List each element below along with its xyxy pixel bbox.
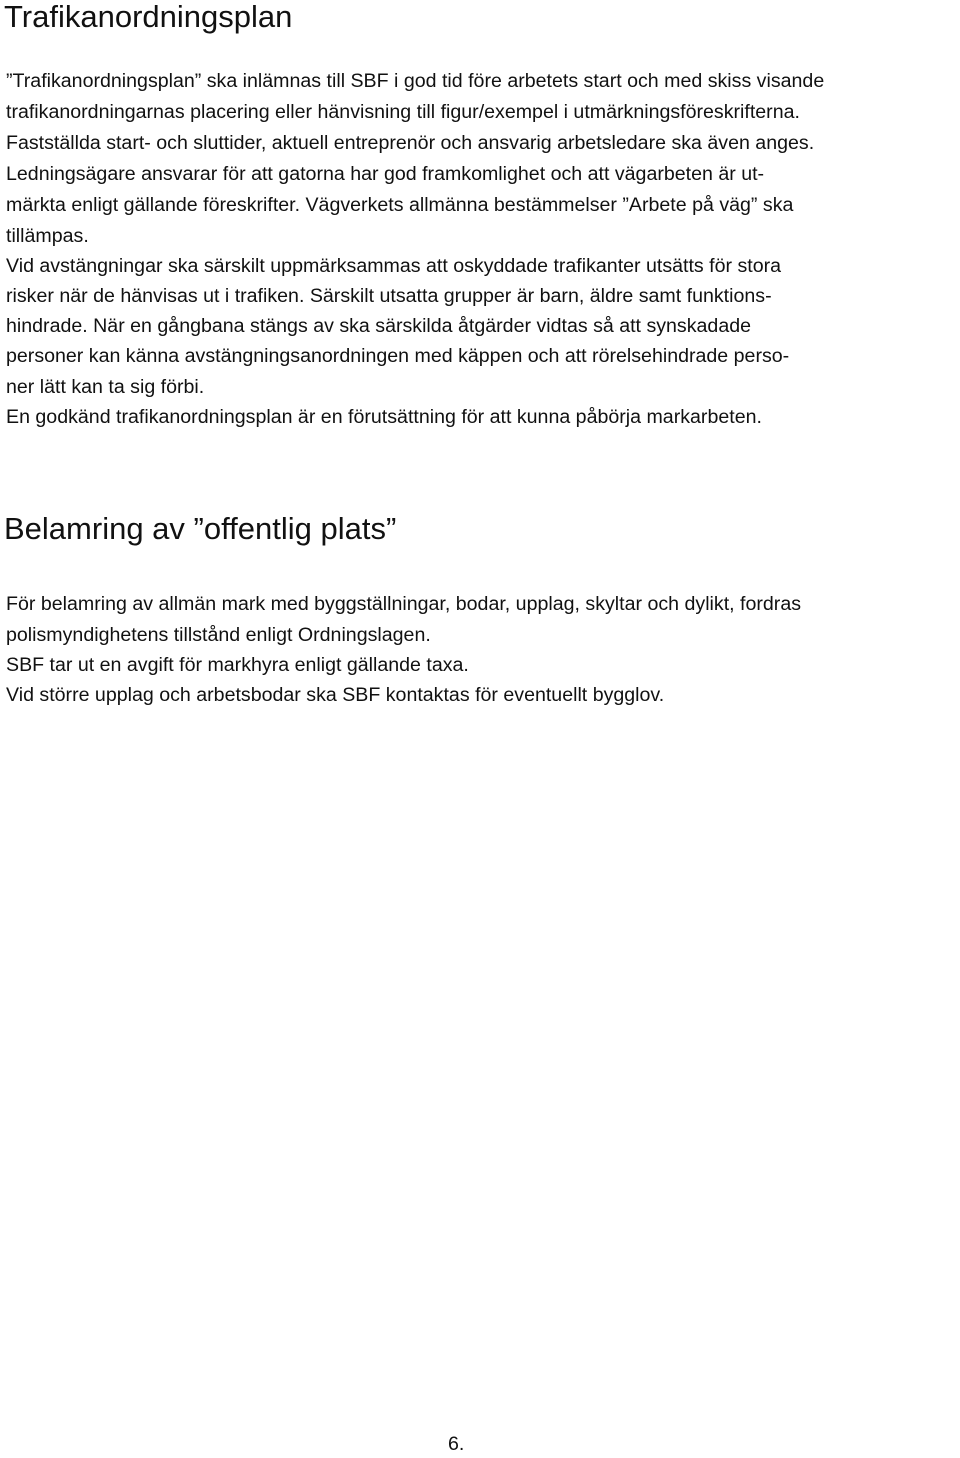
paragraph-line: personer kan känna avstängningsanordningen med käppen och att rörelsehindrade perso- [6,345,790,367]
section-heading-trafikanordningsplan: Trafikanordningsplan [4,0,293,34]
paragraph-line: ”Trafikanordningsplan” ska inlämnas till SBF i god tid före arbetets start och med skiss visande [6,70,825,92]
paragraph-line: trafikanordningarnas placering eller hänvisning till figur/exempel i utmärkningsföreskrifterna. [6,101,800,123]
section-heading-belamring: Belamring av ”offentlig plats” [4,511,397,546]
paragraph-line: märkta enligt gällande föreskrifter. Vägverkets allmänna bestämmelser ”Arbete på väg” ska [6,194,794,216]
paragraph-line: För belamring av allmän mark med byggställningar, bodar, upplag, skyltar och dylikt, fordras [6,593,802,615]
paragraph-line: Vid större upplag och arbetsbodar ska SBF kontaktas för eventuellt bygglov. [6,684,665,706]
paragraph-line: risker när de hänvisas ut i trafiken. Särskilt utsatta grupper är barn, äldre samt funktions- [6,285,772,307]
paragraph-line: ner lätt kan ta sig förbi. [6,376,205,398]
paragraph-line: SBF tar ut en avgift för markhyra enligt gällande taxa. [6,654,469,676]
paragraph-line: tillämpas. [6,225,89,247]
paragraph-line: Fastställda start- och sluttider, aktuell entreprenör och ansvarig arbetsledare ska även anges. [6,132,815,154]
paragraph-line: hindrade. När en gångbana stängs av ska särskilda åtgärder vidtas så att synskadade [6,315,752,337]
paragraph-line: En godkänd trafikanordningsplan är en förutsättning för att kunna påbörja markarbeten. [6,406,762,428]
paragraph-line: Vid avstängningar ska särskilt uppmärksammas att oskyddade trafikanter utsätts för stora [6,255,782,277]
paragraph-line: polismyndighetens tillstånd enligt Ordningslagen. [6,624,431,646]
page-number: 6. [448,1433,465,1455]
paragraph-line: Ledningsägare ansvarar för att gatorna har god framkomlighet och att vägarbeten är ut- [6,163,765,185]
